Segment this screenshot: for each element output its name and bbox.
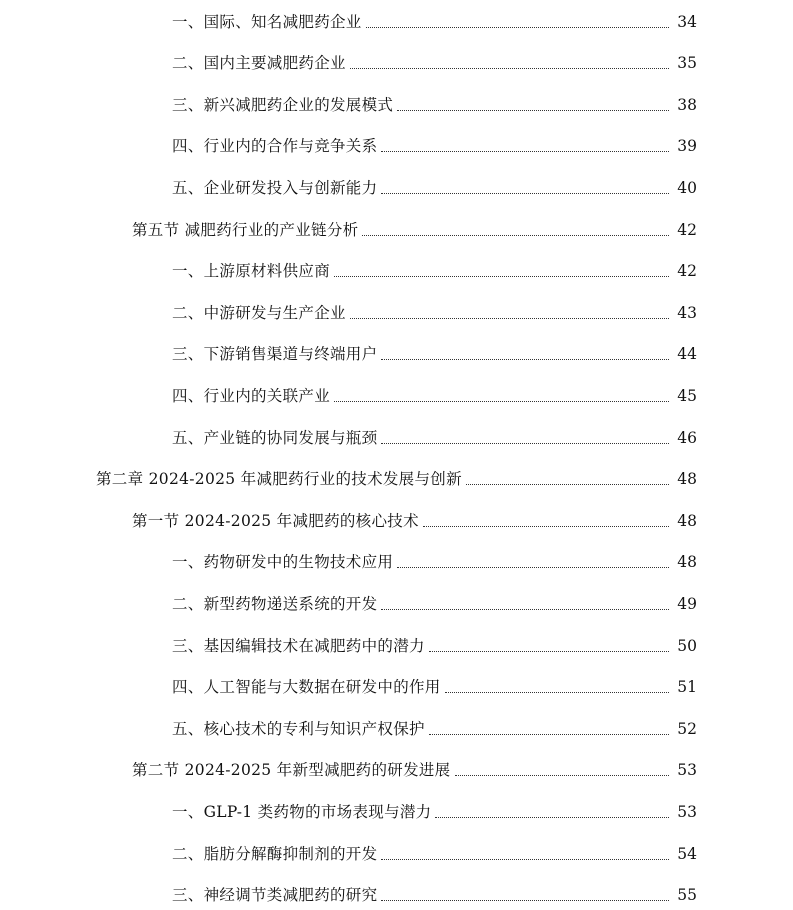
dot-leader <box>455 774 670 776</box>
toc-page-number: 48 <box>677 512 697 530</box>
dot-leader <box>350 67 669 69</box>
dot-leader <box>429 650 669 652</box>
toc-page-number: 52 <box>677 720 697 738</box>
toc-entry[interactable] <box>172 251 697 281</box>
toc-entry[interactable] <box>172 334 697 364</box>
toc-entry[interactable] <box>132 210 697 240</box>
toc-page-number: 38 <box>677 96 697 114</box>
toc-entry[interactable] <box>96 459 697 489</box>
toc-entry[interactable] <box>172 418 697 448</box>
dot-leader <box>366 26 669 28</box>
toc-entry[interactable] <box>172 709 697 739</box>
toc-entry[interactable] <box>172 875 697 905</box>
dot-leader <box>466 483 669 485</box>
toc-entry[interactable] <box>132 750 697 780</box>
toc-entry-title: 五、企业研发投入与创新能力 <box>172 179 378 197</box>
toc-entry-title: 三、下游销售渠道与终端用户 <box>172 345 378 363</box>
toc-page-number: 42 <box>677 262 697 280</box>
toc-entry[interactable] <box>172 584 697 614</box>
toc-entry-title: 二、脂肪分解酶抑制剂的开发 <box>172 845 378 863</box>
toc-page-number: 44 <box>677 345 697 363</box>
dot-leader <box>381 899 669 901</box>
toc-page-number: 53 <box>677 803 697 821</box>
toc-entry-title: 四、人工智能与大数据在研发中的作用 <box>172 678 441 696</box>
toc-page-number: 50 <box>677 637 697 655</box>
toc-entry-title: 二、中游研发与生产企业 <box>172 304 346 322</box>
toc-page-number: 43 <box>677 304 697 322</box>
dot-leader <box>429 733 669 735</box>
dot-leader <box>381 150 669 152</box>
toc-entry-title: 一、GLP-1 类药物的市场表现与潜力 <box>172 803 432 821</box>
toc-entry[interactable] <box>172 376 697 406</box>
toc-page-number: 34 <box>677 13 697 31</box>
toc-entry-title: 三、新兴减肥药企业的发展模式 <box>172 96 394 114</box>
toc-entry-title: 四、行业内的关联产业 <box>172 387 331 405</box>
dot-leader <box>423 525 669 527</box>
toc-page-number: 39 <box>677 137 697 155</box>
toc-entry-title: 第一节 2024-2025 年减肥药的核心技术 <box>132 512 419 530</box>
dot-leader <box>381 358 669 360</box>
toc-entry-title: 一、药物研发中的生物技术应用 <box>172 553 394 571</box>
dot-leader <box>381 442 669 444</box>
toc-entry[interactable] <box>172 626 697 656</box>
toc-entry-title: 二、新型药物递送系统的开发 <box>172 595 378 613</box>
dot-leader <box>445 691 669 693</box>
dot-leader <box>362 234 669 236</box>
toc-entry-title: 四、行业内的合作与竞争关系 <box>172 137 378 155</box>
toc-entry[interactable] <box>172 667 697 697</box>
toc-entry-title: 三、神经调节类减肥药的研究 <box>172 886 378 904</box>
toc-page-number: 46 <box>677 429 697 447</box>
dot-leader <box>350 317 669 319</box>
toc-page-number: 49 <box>677 595 697 613</box>
dot-leader <box>381 192 669 194</box>
toc-page-number: 55 <box>677 886 697 904</box>
toc-entry-title: 一、上游原材料供应商 <box>172 262 331 280</box>
dot-leader <box>397 109 669 111</box>
toc-entry-title: 三、基因编辑技术在减肥药中的潜力 <box>172 637 425 655</box>
toc-page-number: 53 <box>677 761 697 779</box>
toc-page-number: 51 <box>677 678 697 696</box>
toc-page-number: 42 <box>677 221 697 239</box>
toc-entry-title: 一、国际、知名减肥药企业 <box>172 13 362 31</box>
toc-entry[interactable] <box>172 792 697 822</box>
toc-entry-title: 第五节 减肥药行业的产业链分析 <box>132 221 359 239</box>
dot-leader <box>435 816 669 818</box>
toc-page-number: 48 <box>677 470 697 488</box>
toc-entry[interactable] <box>172 293 697 323</box>
toc-entry[interactable] <box>172 126 697 156</box>
toc-entry[interactable] <box>172 542 697 572</box>
toc-page-number: 48 <box>677 553 697 571</box>
dot-leader <box>381 608 669 610</box>
toc-entry-title: 第二节 2024-2025 年新型减肥药的研发进展 <box>132 761 451 779</box>
toc-entry[interactable] <box>132 501 697 531</box>
toc-entry-title: 二、国内主要减肥药企业 <box>172 54 346 72</box>
toc-page-number: 54 <box>677 845 697 863</box>
toc-entry-title: 五、核心技术的专利与知识产权保护 <box>172 720 425 738</box>
dot-leader <box>381 858 669 860</box>
toc-entry[interactable] <box>172 834 697 864</box>
toc-page-number: 35 <box>677 54 697 72</box>
toc-page-number: 40 <box>677 179 697 197</box>
dot-leader <box>334 400 669 402</box>
dot-leader <box>334 275 669 277</box>
toc-entry[interactable] <box>172 43 697 73</box>
dot-leader <box>397 566 669 568</box>
toc-entry[interactable] <box>172 85 697 115</box>
toc-entry[interactable] <box>172 168 697 198</box>
toc-entry-title: 第二章 2024-2025 年减肥药行业的技术发展与创新 <box>96 470 462 488</box>
toc-entry-title: 五、产业链的协同发展与瓶颈 <box>172 429 378 447</box>
toc-entry[interactable] <box>172 2 697 32</box>
toc-page-number: 45 <box>677 387 697 405</box>
